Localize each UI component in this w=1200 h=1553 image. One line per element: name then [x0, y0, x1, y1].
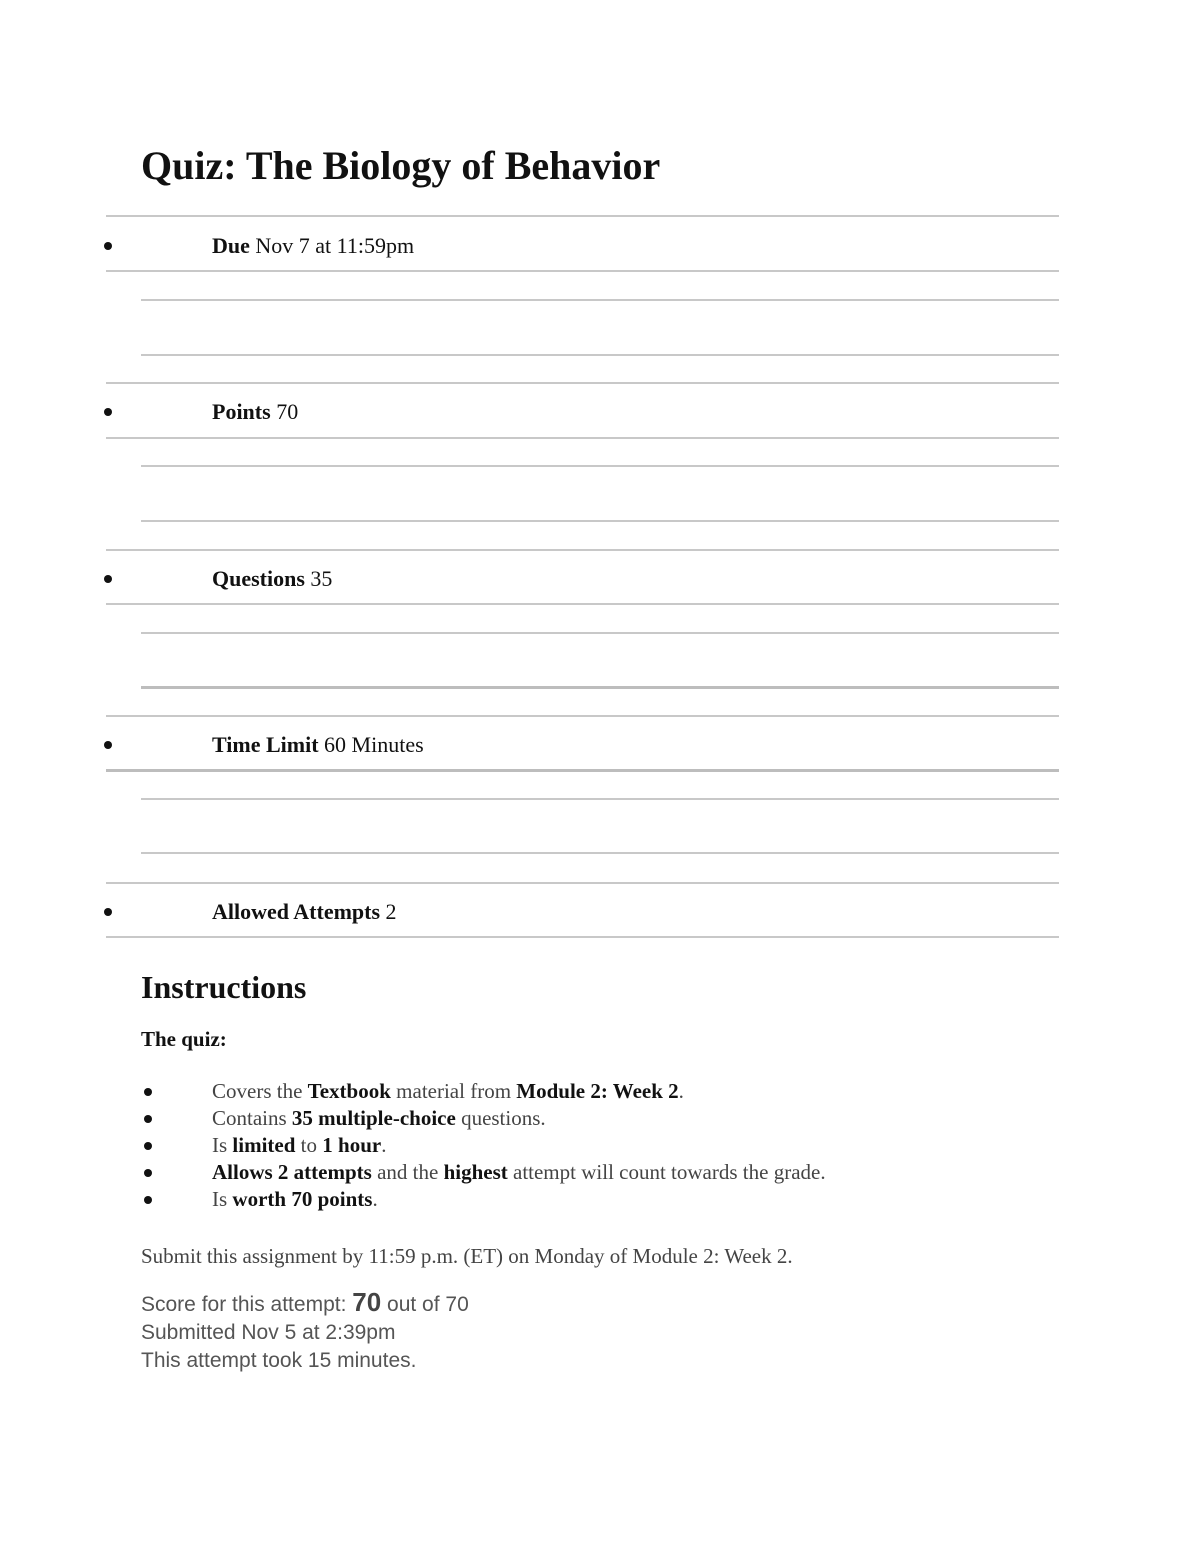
detail-label: Points — [212, 399, 271, 424]
detail-value: 2 — [385, 899, 397, 924]
divider — [141, 354, 1059, 356]
instructions-heading: Instructions — [141, 969, 307, 1005]
detail-label: Due — [212, 233, 250, 258]
divider — [106, 437, 1059, 439]
bullet-icon — [144, 1196, 152, 1204]
detail-time-limit — [212, 730, 424, 760]
bullet-icon — [104, 408, 112, 416]
divider — [141, 686, 1059, 689]
bullet-icon — [104, 908, 112, 916]
detail-value: 35 — [310, 566, 333, 591]
page-title: Quiz: The Biology of Behavior — [141, 143, 661, 188]
list-item: Is worth 70 points. — [141, 1186, 826, 1213]
divider — [141, 798, 1059, 800]
list-item: Covers the Textbook material from Module 2: Week 2. — [141, 1078, 826, 1105]
detail-value: 70 — [276, 399, 299, 424]
bullet-icon — [104, 575, 112, 583]
list-item: Is limited to 1 hour. — [141, 1132, 826, 1159]
detail-allowed-attempts — [212, 897, 397, 927]
divider — [106, 936, 1059, 938]
divider — [106, 769, 1059, 772]
divider — [141, 299, 1059, 301]
detail-value: Nov 7 at 11:59pm — [255, 233, 415, 258]
divider — [106, 882, 1059, 884]
detail-value: 60 Minutes — [324, 732, 424, 757]
instructions-list — [141, 1078, 826, 1213]
bullet-icon — [104, 741, 112, 749]
detail-due — [212, 231, 414, 261]
divider — [106, 715, 1059, 717]
instructions-intro: The quiz: — [141, 1027, 227, 1051]
submitted-time: Submitted Nov 5 at 2:39pm — [141, 1321, 396, 1344]
detail-label: Questions — [212, 566, 305, 591]
bullet-icon — [144, 1169, 152, 1177]
list-item: Contains 35 multiple-choice questions. — [141, 1105, 826, 1132]
score-line: Score for this attempt: 70 out of 70 — [141, 1287, 469, 1317]
attempt-result — [141, 1288, 469, 1375]
divider — [106, 382, 1059, 384]
bullet-icon — [144, 1088, 152, 1096]
divider — [106, 215, 1059, 217]
divider — [141, 465, 1059, 467]
bullet-icon — [144, 1115, 152, 1123]
detail-label: Time Limit — [212, 732, 319, 757]
divider — [141, 520, 1059, 522]
submit-note: Submit this assignment by 11:59 p.m. (ET) on Monday of Module 2: Week 2. — [141, 1244, 793, 1268]
bullet-icon — [104, 242, 112, 250]
attempt-duration: This attempt took 15 minutes. — [141, 1349, 417, 1372]
detail-questions — [212, 564, 332, 594]
detail-label: Allowed Attempts — [212, 899, 381, 924]
detail-points — [212, 397, 298, 427]
divider — [141, 632, 1059, 634]
divider — [141, 852, 1059, 854]
divider — [106, 603, 1059, 605]
divider — [106, 549, 1059, 551]
list-item: Allows 2 attempts and the highest attempt will count towards the grade. — [141, 1159, 826, 1186]
divider — [106, 270, 1059, 272]
bullet-icon — [144, 1142, 152, 1150]
score-value: 70 — [352, 1287, 382, 1317]
